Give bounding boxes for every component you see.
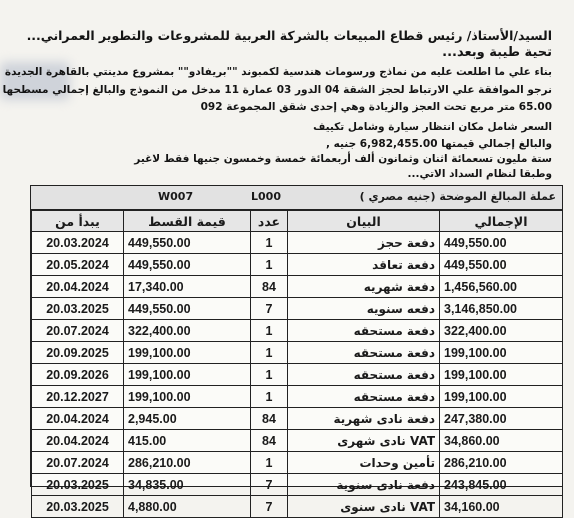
cell-total: 449,550.00 [440,254,563,276]
cell-start-date: 20.04.2024 [32,430,124,452]
table-row [32,430,563,452]
cell-count: 1 [251,232,288,254]
cell-total: 199,100.00 [440,342,563,364]
table-row [32,298,563,320]
cell-start-date: 20.03.2025 [32,298,124,320]
cell-count: 1 [251,364,288,386]
header-start: يبدأ من [32,211,124,232]
header-total: الإجمالي [440,211,563,232]
cell-count: 7 [251,496,288,518]
cell-total: 1,456,560.00 [440,276,563,298]
payment-schedule-table [30,185,563,514]
cell-start-date: 20.03.2025 [32,496,124,518]
cell-installment: 199,100.00 [124,364,251,386]
cell-total: 199,100.00 [440,364,563,386]
cell-statement: دفعه سنويه [288,298,440,320]
currency-label: عملة المبالغ الموضحة (جنيه مصري ) [359,190,556,203]
cell-installment: 449,550.00 [124,232,251,254]
table-row [32,232,563,254]
cell-start-date: 20.09.2025 [32,342,124,364]
cell-total: 34,160.00 [440,496,563,518]
letter-line-parking: السعر شامل مكان انتظار سيارة وشامل تكييف [313,121,552,133]
letter-line-payment-system: وطبقا لنظام السداد الاتي... [407,168,552,180]
cell-statement: تأمين وحدات [288,452,440,474]
cell-installment: 449,550.00 [124,298,251,320]
cell-installment: 199,100.00 [124,342,251,364]
cell-total: 322,400.00 [440,320,563,342]
cell-statement: دفعة مستحقه [288,386,440,408]
header-statement: البيان [288,211,440,232]
letter-greeting: تحية طيبة وبعد... [442,45,552,60]
code-w007: W007 [158,190,194,203]
cell-installment: 322,400.00 [124,320,251,342]
cell-installment: 34,835.00 [124,474,251,496]
table-row [32,254,563,276]
cell-statement: دفعة مستحقه [288,364,440,386]
header-installment: قيمة القسط [124,211,251,232]
cell-start-date: 20.05.2024 [32,254,124,276]
cell-start-date: 20.07.2024 [32,320,124,342]
cell-total: 3,146,850.00 [440,298,563,320]
cell-total: 243,845.00 [440,474,563,496]
cell-start-date: 20.12.2027 [32,386,124,408]
cell-start-date: 20.04.2024 [32,408,124,430]
table-row [32,386,563,408]
cell-statement: دفعة حجز [288,232,440,254]
cell-installment: 4,880.00 [124,496,251,518]
table-row [32,342,563,364]
cell-count: 1 [251,452,288,474]
cell-total: 286,210.00 [440,452,563,474]
letter-line-price-words: ستة مليون تسعمائة اثنان وثمانون ألف أربعمائة خمسة وخمسون جنيها فقط لاغير [134,153,552,165]
cell-start-date: 20.07.2024 [32,452,124,474]
cell-total: 34,860.00 [440,430,563,452]
table-currency-header [31,186,562,210]
letter-line-project: بناء علي ما اطلعت عليه من نماذج ورسومات هندسية لكمبوند ""بريفادو"" بمشروع مدينتي بالقاهرة الجديدة [4,66,552,78]
cell-start-date: 20.04.2024 [32,276,124,298]
cell-statement: دفعة شهريه [288,276,440,298]
cell-total: 449,550.00 [440,232,563,254]
cell-statement: دفعة نادى شهرية [288,408,440,430]
cell-statement: VAT نادى شهرى [288,430,440,452]
code-l000: L000 [251,190,281,203]
cell-installment: 2,945.00 [124,408,251,430]
cell-total: 247,380.00 [440,408,563,430]
table-row [32,320,563,342]
cell-installment: 199,100.00 [124,386,251,408]
letter-line-price: والبالغ إجمالي قيمتها 6,982,455.00 جنيه , [325,138,552,150]
cell-installment: 415.00 [124,430,251,452]
cell-count: 1 [251,342,288,364]
cell-count: 84 [251,276,288,298]
cell-start-date: 20.09.2026 [32,364,124,386]
header-count: عدد [251,211,288,232]
cell-count: 7 [251,298,288,320]
table-row [32,496,563,518]
cell-total: 199,100.00 [440,386,563,408]
column-headers [32,211,563,232]
cell-installment: 449,550.00 [124,254,251,276]
cell-count: 1 [251,386,288,408]
cell-count: 84 [251,408,288,430]
cell-start-date: 20.03.2025 [32,474,124,496]
cell-installment: 286,210.00 [124,452,251,474]
letter-body [0,0,574,180]
letter-line-unit: نرجو الموافقة علي الارتباط لحجز الشقة 04 الدور 03 عمارة 11 مدخل من النموذج والبالغ إجمالي مسطحها [2,84,552,96]
cell-count: 84 [251,430,288,452]
cell-start-date: 20.03.2024 [32,232,124,254]
letter-salutation: السيد/الأستاذ/ رئيس قطاع المبيعات بالشركة العربية للمشروعات والتطوير العمراني... [26,28,552,43]
cell-statement: دفعة تعاقد [288,254,440,276]
table-row [32,408,563,430]
cell-count: 1 [251,254,288,276]
cell-count: 7 [251,474,288,496]
schedule-grid [31,210,563,518]
table-row [32,452,563,474]
table-row [32,364,563,386]
table-row [32,276,563,298]
table-row [32,474,563,496]
cell-count: 1 [251,320,288,342]
cell-statement: دفعة مستحقه [288,342,440,364]
cell-statement: دفعة نادى سنوية [288,474,440,496]
cell-statement: دفعة مستحقه [288,320,440,342]
cell-installment: 17,340.00 [124,276,251,298]
letter-line-area: 65.00 متر مربع تحت العجز والزيادة وهي إحدى شقق المجموعة 092 [200,101,552,113]
cell-statement: VAT نادى سنوى [288,496,440,518]
